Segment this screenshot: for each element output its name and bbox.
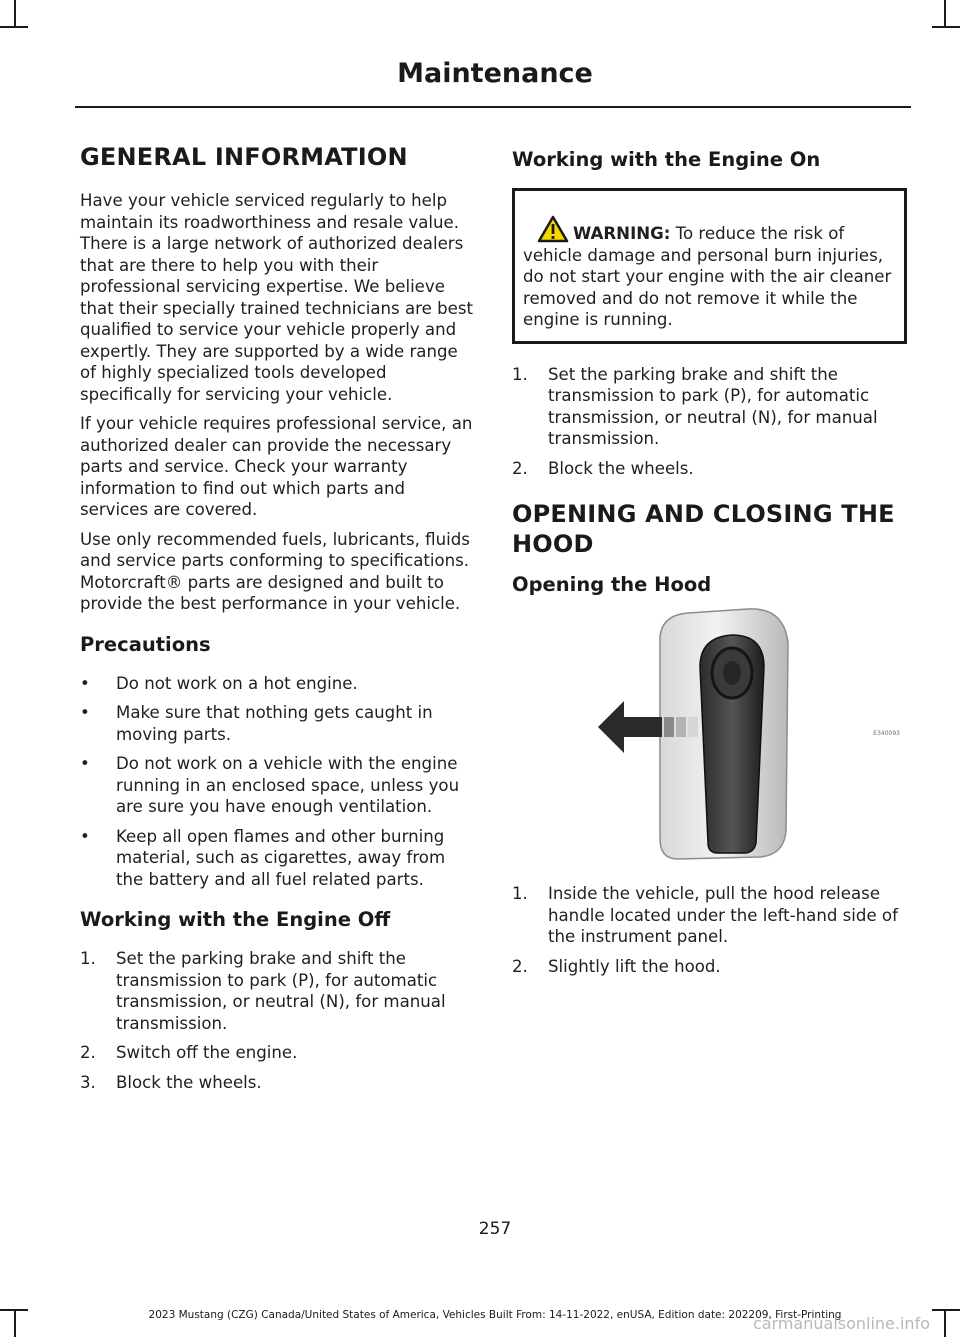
engine-off-heading: Working with the Engine Off [80, 908, 391, 931]
opening-hood-heading: Opening the Hood [512, 573, 712, 597]
engine-on-heading: Working with the Engine On [512, 148, 821, 171]
warning-body: To reduce the risk of vehicle damage and personal burn injuries, do not start your engine with the air cleaner removed and do not remove it while the engine is running. [523, 224, 892, 330]
list-item-text: Do not work on a vehicle with the engine running in an enclosed space, unless you are sure you have enough ventilation. [116, 754, 460, 816]
step-text: Set the parking brake and shift the transmission to park (P), for automatic transmission, or neutral (N), for manual transmission. [116, 949, 446, 1033]
watermark: carmanualsonline.info [752, 1314, 930, 1333]
list-item [80, 1042, 475, 1064]
warning-box [512, 188, 907, 344]
list-item [80, 948, 475, 1034]
bullet-marker: • [80, 826, 90, 846]
step-text: Slightly lift the hood. [548, 956, 721, 976]
list-item-text: Make sure that nothing gets caught in moving parts. [116, 703, 433, 744]
bullet-marker: • [80, 703, 90, 722]
list-item [80, 702, 475, 745]
general-paragraph: Have your vehicle serviced regularly to help maintain its roadworthiness and resale value. There is a large network of authorized dealers that are there to help you with their professional servicing expertise. We believe that their specially trained technicians are best qualified to service your vehicle properly and expertly. They are supported by a wide range of highly specialized tools developed specifically for servicing your vehicle. [80, 191, 473, 404]
list-item-text: Do not work on a hot engine. [116, 673, 358, 693]
opening-hood-steps [512, 883, 907, 977]
general-paragraph: Use only recommended fuels, lubricants, fluids and service parts conforming to specifications. Motorcraft® parts are designed and built to provide the best performance in your vehicle. [80, 529, 470, 613]
warning-triangle-icon [537, 215, 569, 243]
warning-text [523, 215, 896, 331]
list-item [512, 458, 907, 480]
general-paragraph: If your vehicle requires professional service, an authorized dealer can provide the necessary parts and service. Check your warranty information to find out which parts and services are covered. [80, 414, 473, 519]
page-number: 257 [478, 1219, 512, 1239]
step-number: 2. [512, 956, 528, 976]
hood-release-illustration [512, 607, 904, 865]
general-information-heading: GENERAL INFORMATION [80, 143, 408, 171]
step-number: 1. [80, 949, 96, 968]
bullet-marker: • [80, 754, 90, 773]
engine-on-steps [512, 364, 907, 480]
crop-mark [944, 0, 946, 28]
step-text: Inside the vehicle, pull the hood release handle located under the left-hand side of the instrument panel. [548, 884, 898, 947]
precautions-heading: Precautions [80, 632, 211, 656]
list-item [80, 826, 475, 891]
step-number: 2. [80, 1043, 96, 1062]
step-number: 3. [80, 1072, 96, 1092]
step-text: Block the wheels. [548, 458, 694, 478]
figure-code: E340093 [873, 730, 900, 738]
step-number: 1. [512, 884, 528, 904]
list-item [512, 364, 907, 450]
hood-release-figure [512, 607, 904, 865]
bullet-marker: • [80, 673, 90, 693]
list-item [512, 883, 907, 948]
step-text: Set the parking brake and shift the transmission to park (P), for automatic transmission, or neutral (N), for manual transmission. [548, 364, 878, 449]
edition-footer: 2023 Mustang (CZG) Canada/United States of America, Vehicles Built From: 14-11-2022, enUSA, Edition date: 202209, First-Printing [148, 1309, 842, 1321]
list-item [80, 1072, 475, 1094]
list-item [80, 753, 475, 818]
list-item [512, 956, 907, 978]
header-rule [75, 106, 911, 108]
crop-mark [932, 26, 960, 28]
crop-mark [14, 0, 16, 28]
step-text: Block the wheels. [116, 1072, 262, 1092]
crop-mark [0, 26, 28, 28]
list-item [80, 673, 475, 695]
step-number: 2. [512, 458, 528, 478]
page-header-title: Maintenance [397, 58, 593, 89]
right-column [512, 142, 907, 985]
step-text: Switch off the engine. [116, 1043, 298, 1062]
list-item-text: Keep all open flames and other burning material, such as cigarettes, away from the battery and all fuel related parts. [116, 826, 446, 889]
pull-arrow-icon [598, 701, 662, 753]
left-column [80, 142, 475, 1101]
step-number: 1. [512, 364, 528, 384]
warning-label: WARNING: [573, 224, 671, 243]
precautions-list [80, 673, 475, 891]
hood-section-heading: OPENING AND CLOSING THE HOOD [512, 500, 895, 559]
engine-off-steps [80, 948, 475, 1093]
